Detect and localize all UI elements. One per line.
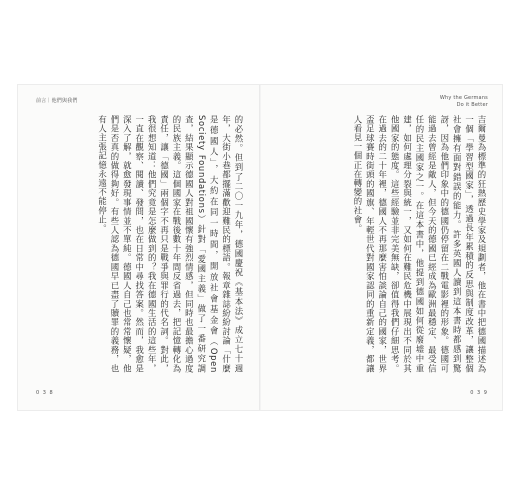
left-page-body-text: 的必然。但到了二〇一九年，德國慶祝《基本法》成立七十週年，大街小巷都擺滿歡迎難民的標語。報章雜誌紛紛討論「什麼是德國人」，大約在同一時間，開放社會基金會（Open Society Foundations）針對「愛國主義」做了一番研究調查，結果顯示德國人對祖國懷有強烈情感，但同時也最擔心過度的民族主義。這個國家在戰後數十年間反省過去，把記憶轉化為責任，讓「德國」兩個字不再只是戰爭與罪行的代名詞。對此，我很想知道：他們究竟是怎麼做到的？我在德國生活的這些年，一直在觀察、閱讀、發問，也在日常中尋找答案。然而，我愈是深入了解，就愈發現事情並不單純。德國人自己也常常懷疑，他們是否真的做得夠好。有些人認為德國早已盡了贖罪的義務，也有人主張記憶永遠不能停止。 bbox=[97, 115, 244, 373]
right-page-number: 0 3 9 bbox=[470, 390, 488, 396]
right-running-head-line2: Do it Better bbox=[456, 102, 488, 108]
right-running-head bbox=[440, 95, 488, 109]
book-spread bbox=[18, 85, 502, 410]
left-page bbox=[18, 85, 259, 410]
right-page bbox=[261, 85, 502, 410]
right-page-body-text: 吉爾曼為標準的狂熱歷史學家及規劃者，他在書中把德國描述為一個「學習型國家」，透過長年累積的反思與制度改革，讓整個社會擁有面對錯誤的能力。許多英國人讀到這本書時都感到驚訝，因為他們印象中的德國仍停留在二戰電影裡的形象。德國可能過去曾經是敵人，但今天的德國已經成為歐洲最穩定、最受信任的民主國家之一。在這本書中，他提到德國如何從廢墟中重建，如何處理分裂與統一，又如何在難民危機中展現出不同於其他國家的態度。這些經驗並非完美無缺，卻值得我們仔細思考。在過去的二十年裡，德國人不再那麼害怕談論自己的國家，世界盃足球賽時街頭的國旗、年輕世代對國家認同的重新定義，都讓人看見一個正在轉變的社會。 bbox=[352, 115, 487, 373]
left-page-number: 0 3 8 bbox=[36, 390, 54, 396]
right-running-head-line1: Why the Germans bbox=[439, 95, 488, 101]
left-running-head: 前言｜他們與我們 bbox=[36, 98, 78, 104]
